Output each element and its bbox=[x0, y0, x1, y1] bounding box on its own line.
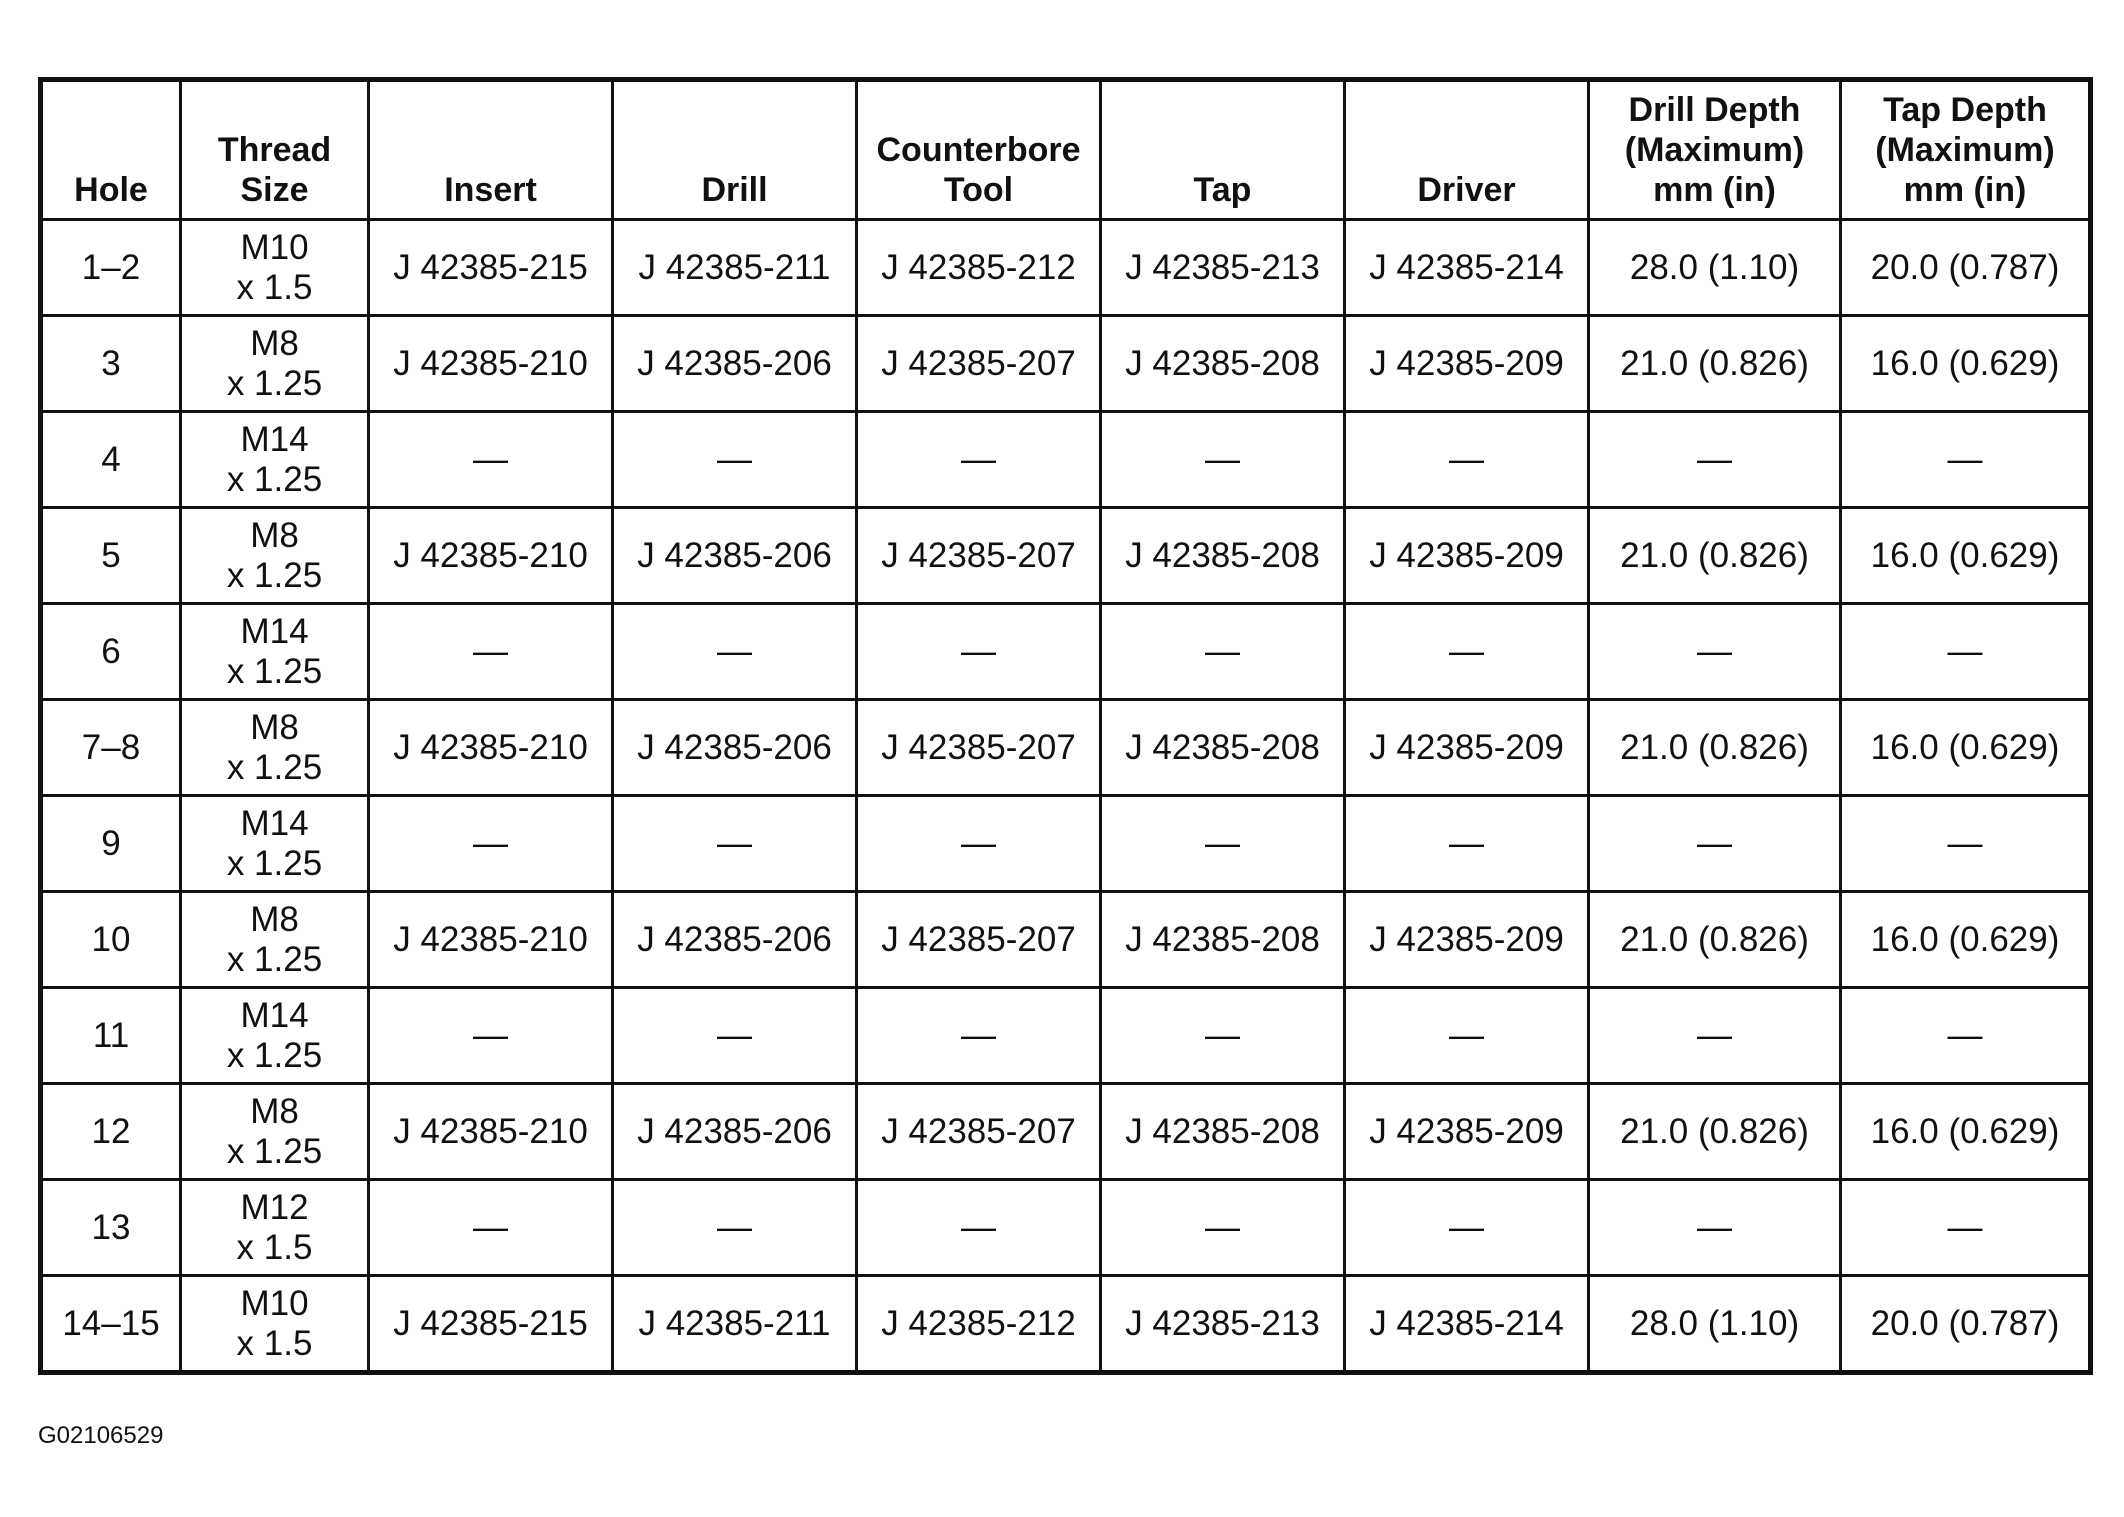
cell-drill: J 42385-206 bbox=[613, 1084, 857, 1180]
cell-tap: — bbox=[1101, 988, 1345, 1084]
table-row bbox=[41, 892, 2091, 988]
cell-insert: — bbox=[369, 604, 613, 700]
cell-insert: J 42385-210 bbox=[369, 700, 613, 796]
cell-thread-size: M10 x 1.5 bbox=[181, 220, 369, 316]
cell-drill-depth: — bbox=[1589, 988, 1841, 1084]
cell-hole: 6 bbox=[41, 604, 181, 700]
cell-tap: J 42385-208 bbox=[1101, 316, 1345, 412]
cell-insert: — bbox=[369, 796, 613, 892]
cell-tap-depth: 20.0 (0.787) bbox=[1841, 220, 2091, 316]
cell-drill: — bbox=[613, 1180, 857, 1276]
cell-thread-size: M8 x 1.25 bbox=[181, 1084, 369, 1180]
cell-counterbore-tool: J 42385-207 bbox=[857, 508, 1101, 604]
cell-hole: 14–15 bbox=[41, 1276, 181, 1373]
header-tap: Tap bbox=[1101, 80, 1345, 220]
cell-tap: J 42385-213 bbox=[1101, 1276, 1345, 1373]
cell-counterbore-tool: J 42385-212 bbox=[857, 1276, 1101, 1373]
cell-counterbore-tool: — bbox=[857, 796, 1101, 892]
cell-tap-depth: 16.0 (0.629) bbox=[1841, 700, 2091, 796]
cell-counterbore-tool: — bbox=[857, 988, 1101, 1084]
cell-tap-depth: — bbox=[1841, 796, 2091, 892]
cell-tap: J 42385-213 bbox=[1101, 220, 1345, 316]
cell-tap: J 42385-208 bbox=[1101, 1084, 1345, 1180]
cell-drill: J 42385-211 bbox=[613, 220, 857, 316]
header-drill-depth: Drill Depth (Maximum) mm (in) bbox=[1589, 80, 1841, 220]
cell-tap-depth: — bbox=[1841, 1180, 2091, 1276]
cell-counterbore-tool: J 42385-207 bbox=[857, 316, 1101, 412]
cell-thread-size: M14 x 1.25 bbox=[181, 988, 369, 1084]
cell-tap-depth: — bbox=[1841, 604, 2091, 700]
cell-drill: J 42385-206 bbox=[613, 700, 857, 796]
cell-tap: — bbox=[1101, 412, 1345, 508]
cell-hole: 11 bbox=[41, 988, 181, 1084]
cell-tap-depth: — bbox=[1841, 412, 2091, 508]
cell-drill-depth: — bbox=[1589, 796, 1841, 892]
cell-insert: J 42385-210 bbox=[369, 316, 613, 412]
table-row bbox=[41, 220, 2091, 316]
cell-insert: J 42385-210 bbox=[369, 892, 613, 988]
cell-hole: 10 bbox=[41, 892, 181, 988]
cell-thread-size: M8 x 1.25 bbox=[181, 700, 369, 796]
cell-counterbore-tool: — bbox=[857, 412, 1101, 508]
cell-counterbore-tool: J 42385-207 bbox=[857, 1084, 1101, 1180]
cell-drill: — bbox=[613, 988, 857, 1084]
cell-drill-depth: 21.0 (0.826) bbox=[1589, 1084, 1841, 1180]
cell-counterbore-tool: — bbox=[857, 1180, 1101, 1276]
cell-hole: 5 bbox=[41, 508, 181, 604]
cell-thread-size: M8 x 1.25 bbox=[181, 316, 369, 412]
cell-insert: J 42385-215 bbox=[369, 1276, 613, 1373]
table-body bbox=[41, 220, 2091, 1373]
cell-thread-size: M8 x 1.25 bbox=[181, 892, 369, 988]
cell-tap: — bbox=[1101, 796, 1345, 892]
cell-driver: J 42385-209 bbox=[1345, 892, 1589, 988]
cell-drill-depth: 28.0 (1.10) bbox=[1589, 1276, 1841, 1373]
figure-id: G02106529 bbox=[38, 1422, 164, 1449]
cell-driver: — bbox=[1345, 1180, 1589, 1276]
header-counterbore-tool: Counterbore Tool bbox=[857, 80, 1101, 220]
table-row bbox=[41, 412, 2091, 508]
cell-drill-depth: — bbox=[1589, 1180, 1841, 1276]
cell-tap: — bbox=[1101, 1180, 1345, 1276]
cell-drill: J 42385-206 bbox=[613, 892, 857, 988]
cell-insert: — bbox=[369, 1180, 613, 1276]
header-driver: Driver bbox=[1345, 80, 1589, 220]
cell-driver: — bbox=[1345, 604, 1589, 700]
cell-tap-depth: 16.0 (0.629) bbox=[1841, 892, 2091, 988]
cell-driver: J 42385-209 bbox=[1345, 700, 1589, 796]
cell-insert: — bbox=[369, 988, 613, 1084]
cell-thread-size: M14 x 1.25 bbox=[181, 412, 369, 508]
table-row bbox=[41, 1276, 2091, 1373]
cell-insert: J 42385-215 bbox=[369, 220, 613, 316]
cell-driver: J 42385-209 bbox=[1345, 508, 1589, 604]
cell-hole: 3 bbox=[41, 316, 181, 412]
table-row bbox=[41, 700, 2091, 796]
cell-drill-depth: 21.0 (0.826) bbox=[1589, 508, 1841, 604]
thread-repair-table bbox=[38, 77, 2093, 1375]
cell-driver: — bbox=[1345, 796, 1589, 892]
table-row bbox=[41, 1084, 2091, 1180]
cell-driver: J 42385-214 bbox=[1345, 220, 1589, 316]
cell-hole: 4 bbox=[41, 412, 181, 508]
table-row bbox=[41, 988, 2091, 1084]
cell-hole: 9 bbox=[41, 796, 181, 892]
header-drill: Drill bbox=[613, 80, 857, 220]
cell-tap-depth: 16.0 (0.629) bbox=[1841, 508, 2091, 604]
cell-drill: — bbox=[613, 604, 857, 700]
cell-driver: J 42385-209 bbox=[1345, 1084, 1589, 1180]
cell-driver: J 42385-214 bbox=[1345, 1276, 1589, 1373]
cell-tap-depth: — bbox=[1841, 988, 2091, 1084]
cell-tap: J 42385-208 bbox=[1101, 700, 1345, 796]
cell-insert: — bbox=[369, 412, 613, 508]
cell-tap: — bbox=[1101, 604, 1345, 700]
table-row bbox=[41, 796, 2091, 892]
cell-thread-size: M14 x 1.25 bbox=[181, 796, 369, 892]
cell-counterbore-tool: — bbox=[857, 604, 1101, 700]
cell-thread-size: M10 x 1.5 bbox=[181, 1276, 369, 1373]
cell-hole: 13 bbox=[41, 1180, 181, 1276]
header-hole: Hole bbox=[41, 80, 181, 220]
table-row bbox=[41, 1180, 2091, 1276]
cell-tap: J 42385-208 bbox=[1101, 508, 1345, 604]
cell-drill-depth: 21.0 (0.826) bbox=[1589, 892, 1841, 988]
table-row bbox=[41, 604, 2091, 700]
cell-hole: 7–8 bbox=[41, 700, 181, 796]
cell-driver: — bbox=[1345, 988, 1589, 1084]
header-insert: Insert bbox=[369, 80, 613, 220]
cell-drill: — bbox=[613, 796, 857, 892]
cell-driver: — bbox=[1345, 412, 1589, 508]
cell-drill-depth: 21.0 (0.826) bbox=[1589, 700, 1841, 796]
cell-thread-size: M14 x 1.25 bbox=[181, 604, 369, 700]
cell-drill: J 42385-206 bbox=[613, 316, 857, 412]
table-row bbox=[41, 316, 2091, 412]
cell-tap-depth: 16.0 (0.629) bbox=[1841, 316, 2091, 412]
cell-insert: J 42385-210 bbox=[369, 1084, 613, 1180]
cell-drill: J 42385-211 bbox=[613, 1276, 857, 1373]
cell-driver: J 42385-209 bbox=[1345, 316, 1589, 412]
header-thread-size: Thread Size bbox=[181, 80, 369, 220]
cell-tap-depth: 16.0 (0.629) bbox=[1841, 1084, 2091, 1180]
cell-drill-depth: — bbox=[1589, 604, 1841, 700]
cell-insert: J 42385-210 bbox=[369, 508, 613, 604]
cell-drill: J 42385-206 bbox=[613, 508, 857, 604]
cell-thread-size: M12 x 1.5 bbox=[181, 1180, 369, 1276]
header-tap-depth: Tap Depth (Maximum) mm (in) bbox=[1841, 80, 2091, 220]
table-header-row bbox=[41, 80, 2091, 220]
cell-drill-depth: 28.0 (1.10) bbox=[1589, 220, 1841, 316]
cell-drill: — bbox=[613, 412, 857, 508]
cell-hole: 1–2 bbox=[41, 220, 181, 316]
cell-counterbore-tool: J 42385-212 bbox=[857, 220, 1101, 316]
cell-drill-depth: 21.0 (0.826) bbox=[1589, 316, 1841, 412]
cell-counterbore-tool: J 42385-207 bbox=[857, 700, 1101, 796]
cell-tap: J 42385-208 bbox=[1101, 892, 1345, 988]
table-row bbox=[41, 508, 2091, 604]
cell-counterbore-tool: J 42385-207 bbox=[857, 892, 1101, 988]
cell-tap-depth: 20.0 (0.787) bbox=[1841, 1276, 2091, 1373]
cell-drill-depth: — bbox=[1589, 412, 1841, 508]
cell-hole: 12 bbox=[41, 1084, 181, 1180]
cell-thread-size: M8 x 1.25 bbox=[181, 508, 369, 604]
